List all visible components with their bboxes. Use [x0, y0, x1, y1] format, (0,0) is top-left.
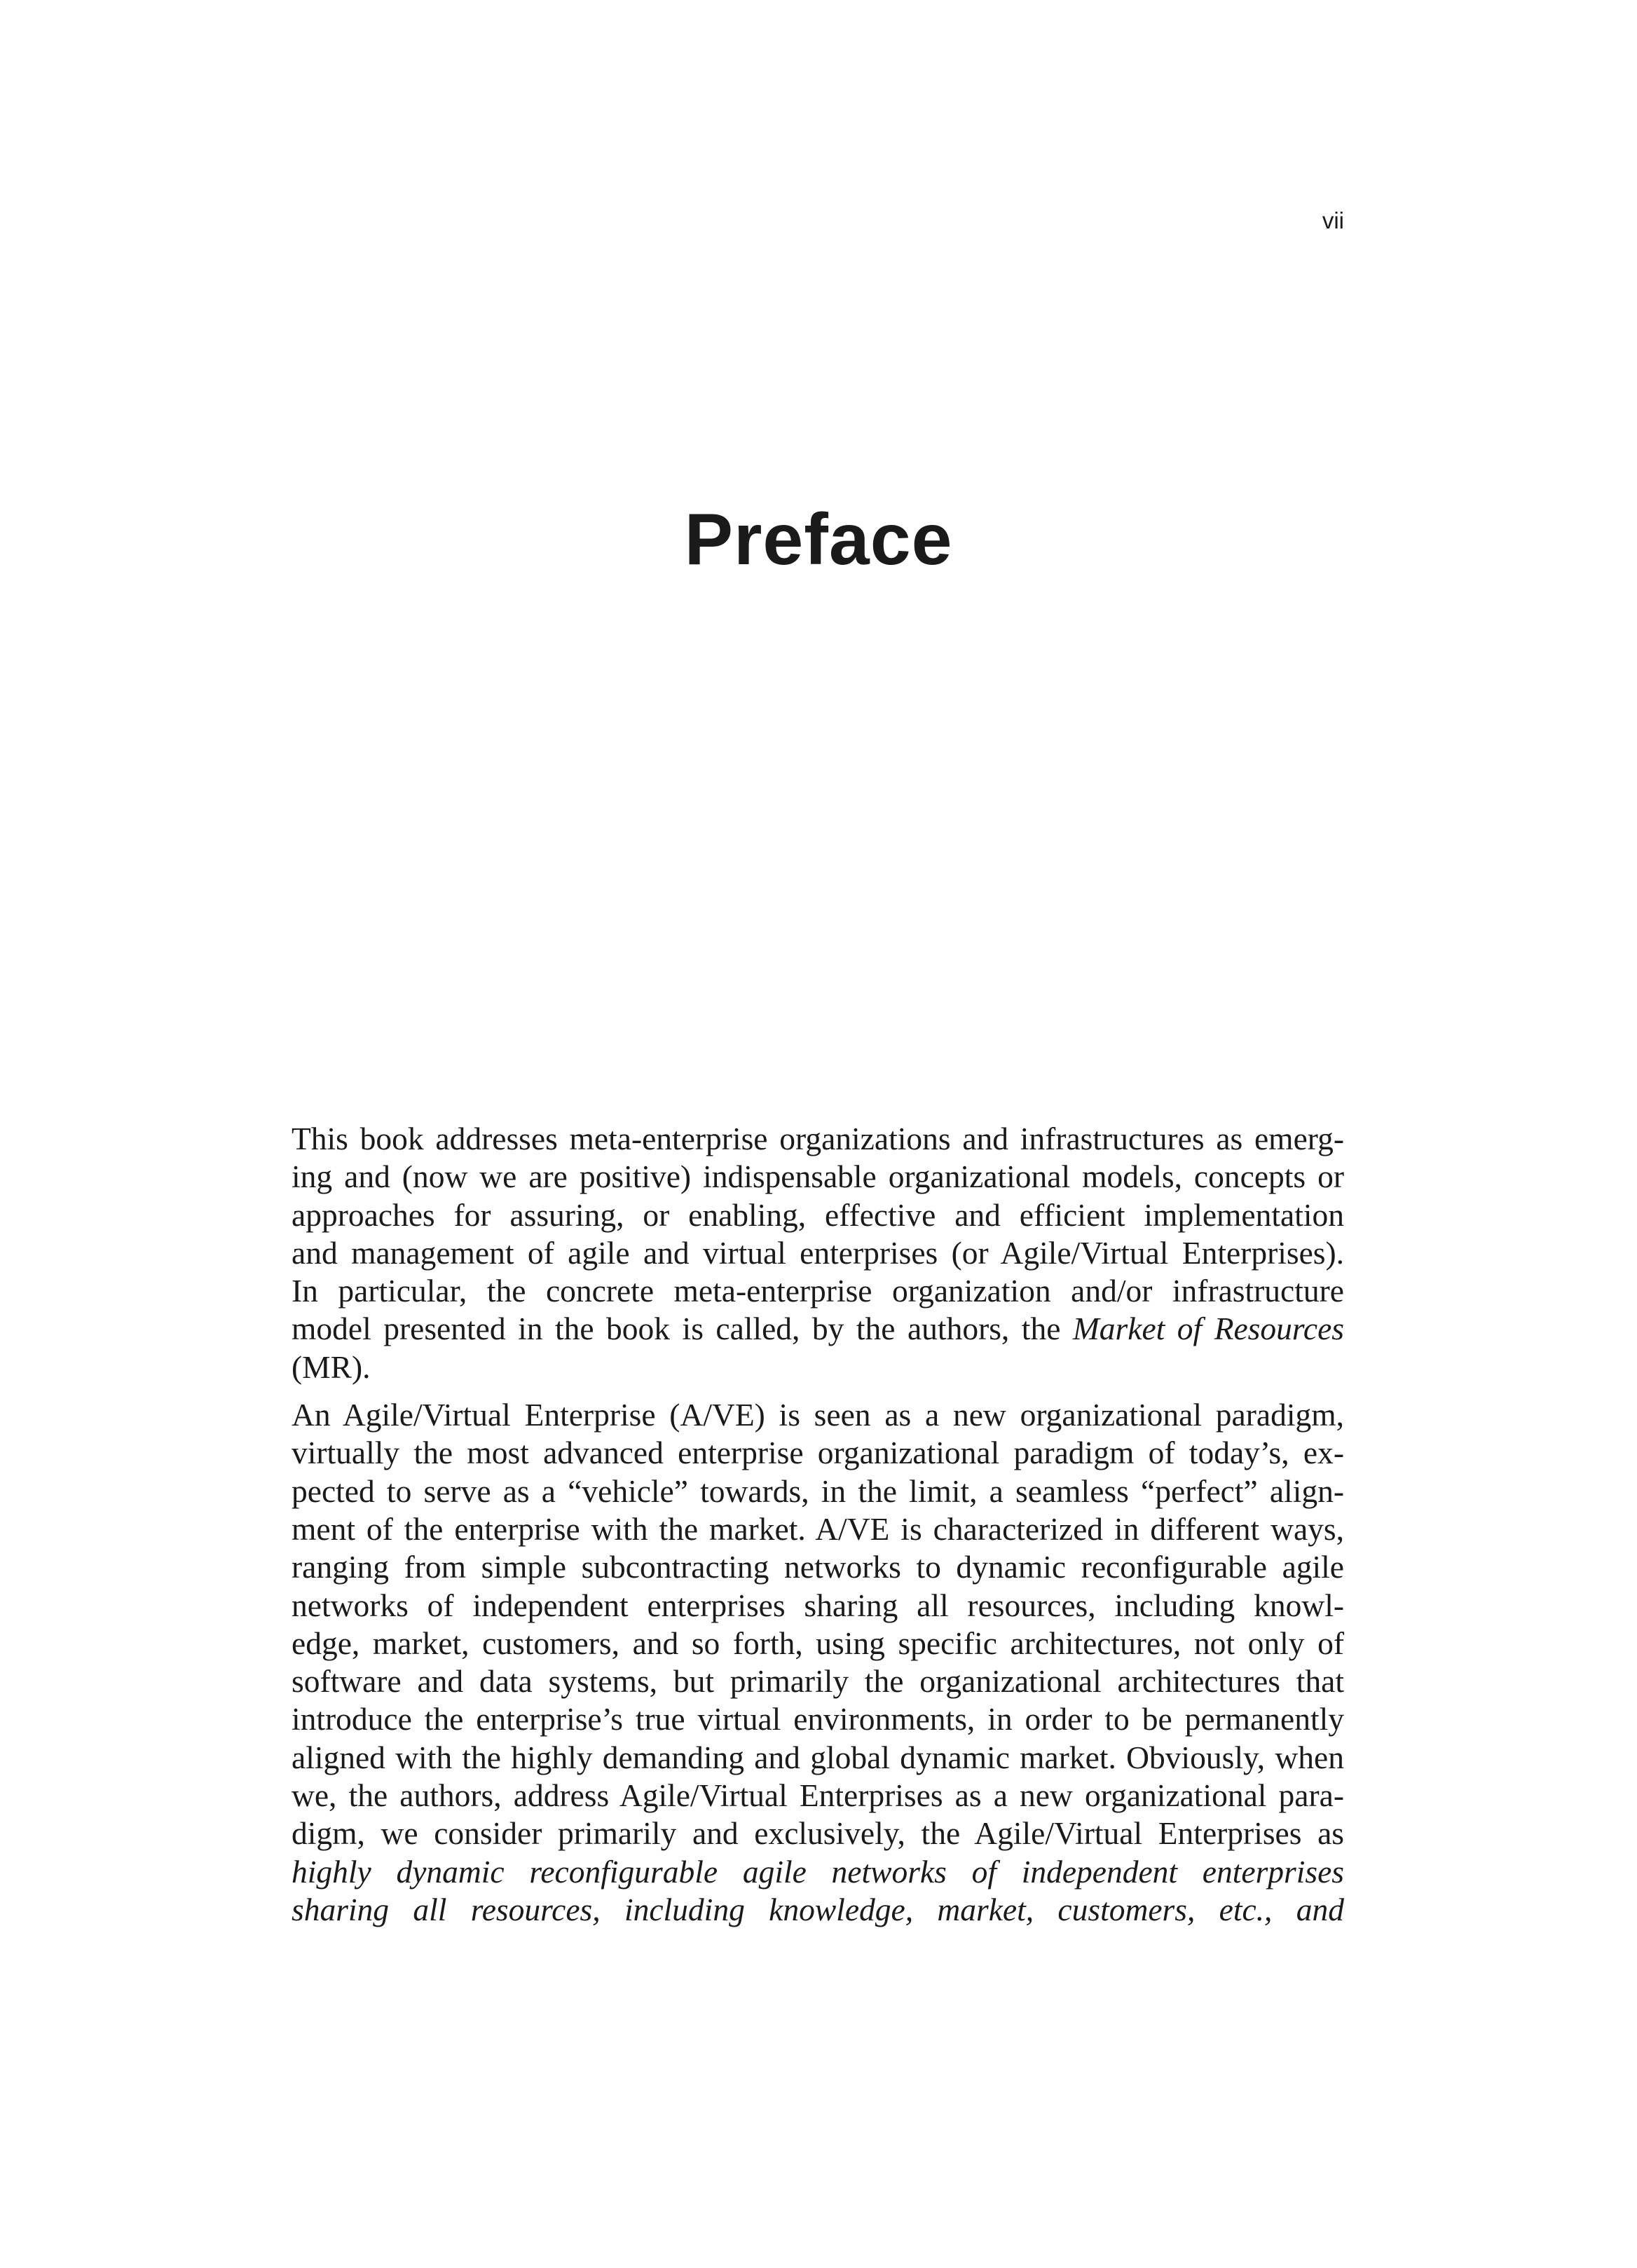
italic-text: highly dynamic reconfigurable agile networks of independent enterprises: [292, 1853, 1344, 1890]
chapter-title: [0, 496, 1637, 584]
text-line: aligned with the highly demanding and global dynamic market. Obviously, when: [292, 1739, 1344, 1775]
italic-text: sharing all resources, including knowledge, market, customers, etc., and: [292, 1891, 1344, 1927]
text-line: edge, market, customers, and so forth, using specific architectures, not only of: [292, 1625, 1344, 1661]
text-line: An Agile/Virtual Enterprise (A/VE) is seen as a new organizational paradigm,: [292, 1397, 1344, 1433]
page-number: vii: [1322, 207, 1344, 233]
paragraph-2: [292, 1396, 1344, 1929]
text-line: In particular, the concrete meta-enterprise organization and/or infrastructure: [292, 1273, 1344, 1309]
body-text: [292, 1120, 1344, 1929]
paragraph-1: [292, 1120, 1344, 1386]
text-line-with-italic: [292, 1310, 1344, 1348]
text-line: This book addresses meta-enterprise organizations and infrastructures as emerg-: [292, 1121, 1344, 1156]
text-line: (MR).: [292, 1348, 371, 1385]
text-line: ranging from simple subcontracting networks to dynamic reconfigurable agile: [292, 1549, 1344, 1585]
chapter-title-text: Preface: [684, 499, 953, 580]
text-line: we, the authors, address Agile/Virtual Enterprises as a new organizational para-: [292, 1777, 1344, 1814]
italic-text-line: [292, 1853, 1344, 1891]
text-line: digm, we consider primarily and exclusively, the Agile/Virtual Enterprises as: [292, 1815, 1344, 1852]
text-line: ing and (now we are positive) indispensable organizational models, concepts or: [292, 1159, 1344, 1195]
text-segment: model presented in the book is called, by the authors, the: [292, 1311, 1073, 1347]
text-line: approaches for assuring, or enabling, effective and efficient implementation: [292, 1196, 1344, 1233]
text-line: networks of independent enterprises sharing all resources, including knowl-: [292, 1587, 1344, 1623]
text-line: virtually the most advanced enterprise organizational paradigm of today’s, ex-: [292, 1435, 1344, 1471]
italic-text-line: [292, 1891, 1344, 1929]
text-line: introduce the enterprise’s true virtual environments, in order to be permanently: [292, 1701, 1344, 1737]
text-line: software and data systems, but primarily the organizational architectures that: [292, 1663, 1344, 1700]
text-line: pected to serve as a “vehicle” towards, in the limit, a seamless “perfect” align-: [292, 1473, 1344, 1509]
text-line: ment of the enterprise with the market. A/VE is characterized in different ways,: [292, 1510, 1344, 1547]
text-line: and management of agile and virtual enterprises (or Agile/Virtual Enterprises).: [292, 1234, 1344, 1271]
italic-term: Market of Resources: [1072, 1311, 1345, 1347]
